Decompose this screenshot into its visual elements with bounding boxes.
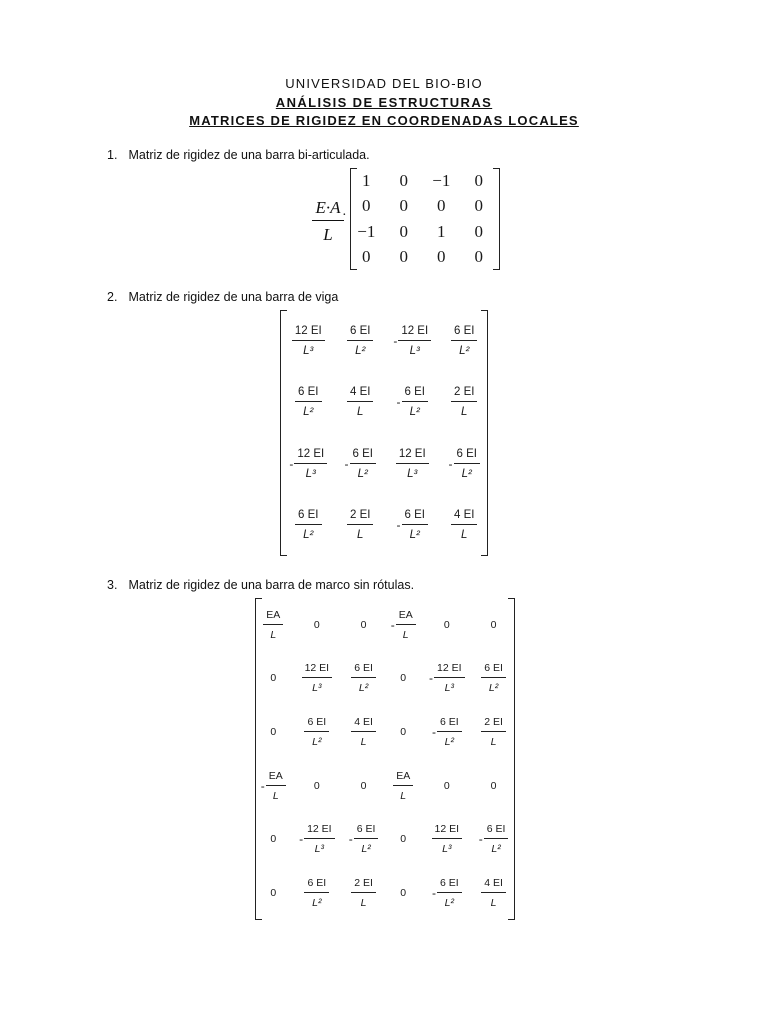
multiply-dot: · [342,208,347,223]
matrix-1-grid [350,168,500,270]
matrix-cell: 12 EI L³ [291,652,342,706]
matrix-cell: 0 [360,779,367,792]
matrix-cell: 0 [399,247,409,267]
matrix-cell: −1 [357,221,376,241]
matrix-cell: - 12 EI L³ [291,813,342,867]
matrix-cell: 0 [474,196,484,216]
matrix-row [255,705,515,759]
matrix-cell: EA L [385,759,421,813]
item-1 [107,148,370,162]
matrix-cell: 0 [399,196,409,216]
matrix-2-grid [280,310,488,556]
matrix-cell: 0 [443,779,450,792]
matrix-cell: 4 EI L [472,866,515,920]
matrix-cell: 0 [362,196,371,216]
matrix-cell: 0 [400,672,407,685]
matrix-cell: - 6 EI L² [421,705,472,759]
matrix-cell: 0 [437,196,446,216]
matrix-cell: 6 EI L² [337,310,384,372]
matrix-row [255,866,515,920]
matrix-cell: EA L [255,598,291,652]
matrix-cell: 6 EI L² [472,652,515,706]
matrix-cell: 0 [400,833,407,846]
matrix-cell: 0 [362,247,371,267]
matrix-cell: 0 [313,618,320,631]
matrix-cell: - 6 EI L² [441,433,488,495]
matrix-cell: 1 [362,170,371,190]
matrix-cell: - 12 EI L³ [280,433,337,495]
matrix-cell: - EA L [255,759,291,813]
matrix-cell: 0 [437,247,446,267]
matrix-cell: 2 EI L [342,866,385,920]
item-3-text: Matriz de rigidez de una barra de marco sin rótulas. [128,578,415,592]
matrix-row [350,194,500,220]
matrix-cell: 0 [474,221,484,241]
matrix-cell: 0 [474,247,484,267]
matrix-cell: −1 [432,170,451,190]
matrix-cell: 4 EI L [342,705,385,759]
matrix-cell: - 12 EI L³ [384,310,441,372]
matrix-cell: 2 EI L [337,495,384,557]
matrix-cell: 6 EI L² [280,495,337,557]
matrix-cell: 0 [360,618,367,631]
matrix-cell: 12 EI L³ [384,433,441,495]
matrix-3-grid [255,598,515,920]
matrix-cell: 6 EI L² [291,866,342,920]
matrix-cell: - 6 EI L² [337,433,384,495]
item-3-number: 3. [107,578,118,592]
coefficient-denominator: L [323,225,333,244]
matrix-row [255,598,515,652]
matrix-cell: 0 [490,779,497,792]
item-2-text: Matriz de rigidez de una barra de viga [128,290,339,304]
item-1-number: 1. [107,148,118,162]
matrix-cell: 6 EI L² [291,705,342,759]
matrix-row [350,245,500,271]
beam-stiffness-matrix [280,310,488,556]
matrix-cell: - 6 EI L² [421,866,472,920]
matrix-cell: 0 [474,170,484,190]
left-bracket [255,598,262,920]
matrix-cell: 2 EI L [472,705,515,759]
matrix-row [350,168,500,194]
matrix-cell: 0 [399,170,409,190]
matrix-row [280,310,488,372]
university-name: UNIVERSIDAD DEL BIO-BIO [285,76,483,91]
matrix-cell: 4 EI L [337,372,384,434]
item-2-number: 2. [107,290,118,304]
matrix-cell: 0 [270,672,277,685]
matrix-cell: 12 EI L³ [280,310,337,372]
left-bracket [280,310,287,556]
matrix-row [280,433,488,495]
matrix-row [255,652,515,706]
document-title: MATRICES DE RIGIDEZ EN COORDENADAS LOCALES [189,113,579,128]
matrix-row [350,219,500,245]
matrix-cell: - 6 EI L² [384,495,441,557]
right-bracket [481,310,488,556]
matrix-cell: 1 [437,221,446,241]
matrix-cell: 0 [270,833,277,846]
matrix-coefficient [312,198,344,245]
matrix-cell: 0 [270,887,277,900]
matrix-cell: 0 [443,618,450,631]
matrix-cell: 0 [270,726,277,739]
frame-stiffness-matrix [255,598,515,920]
matrix-row [280,495,488,557]
right-bracket [493,168,500,270]
coefficient-numerator: E·A [312,198,344,221]
matrix-cell: 6 EI L² [441,310,488,372]
item-3 [107,578,414,592]
course-title: ANÁLISIS DE ESTRUCTURAS [275,95,493,110]
matrix-cell: 0 [313,779,320,792]
matrix-row [255,759,515,813]
matrix-cell: - 12 EI L³ [421,652,472,706]
matrix-cell: 4 EI L [441,495,488,557]
matrix-cell: 6 EI L² [280,372,337,434]
item-1-text: Matriz de rigidez de una barra bi-articulada. [128,148,370,162]
matrix-cell: 12 EI L³ [421,813,472,867]
matrix-cell: 0 [490,618,497,631]
matrix-cell: 6 EI L² [342,652,385,706]
matrix-cell: - 6 EI L² [472,813,515,867]
matrix-cell: 2 EI L [441,372,488,434]
matrix-cell: - EA L [385,598,421,652]
matrix-row [255,813,515,867]
right-bracket [508,598,515,920]
left-bracket [350,168,357,270]
item-2 [107,290,338,304]
matrix-cell: 0 [400,887,407,900]
matrix-1-body [350,168,500,270]
matrix-cell: 0 [399,221,409,241]
matrix-cell: - 6 EI L² [384,372,441,434]
matrix-cell: - 6 EI L² [342,813,385,867]
matrix-row [280,372,488,434]
matrix-cell: 0 [400,726,407,739]
